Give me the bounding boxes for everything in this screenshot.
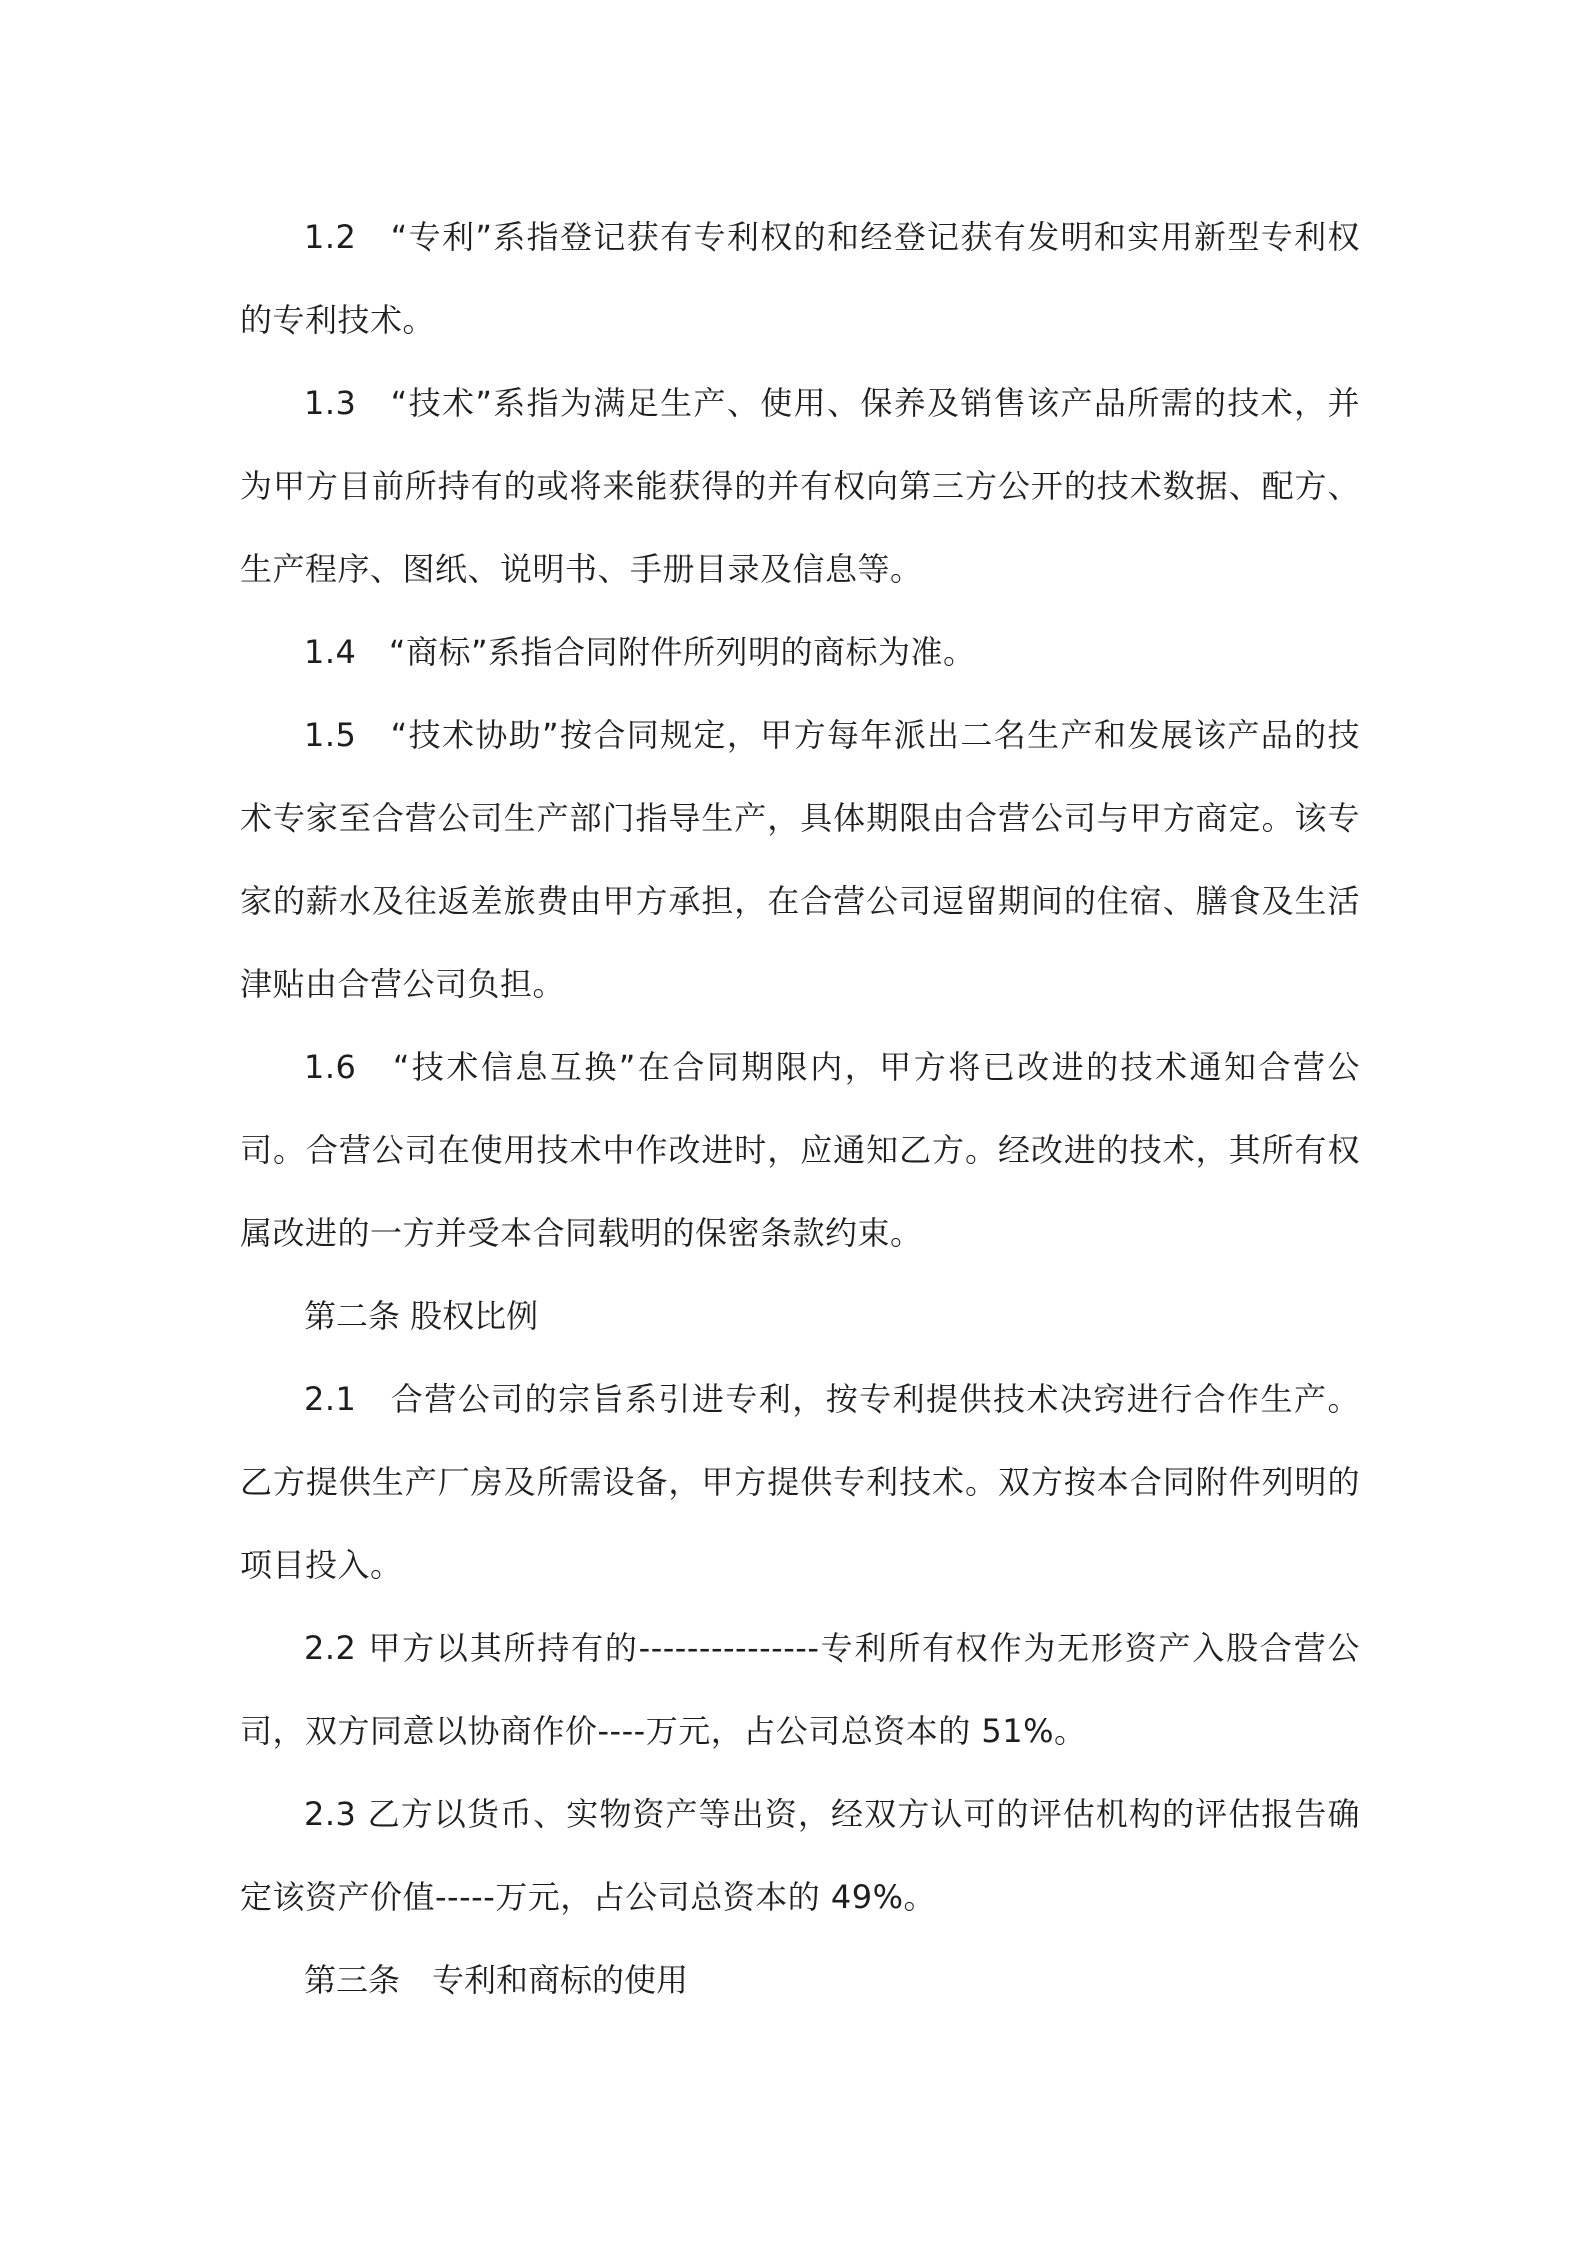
article-3-heading: 第三条 专利和商标的使用 [304,1961,689,1999]
clause-2-1: 2.1 合营公司的宗旨系引进专利，按专利提供技术决窍进行合作生产。乙方提供生产厂房及所需设备，甲方提供专利技术。双方按本合同附件列明的项目投入。 [240,1380,1360,1584]
clause-1-2: 1.2 “专利”系指登记获有专利权的和经登记获有发明和实用新型专利权的专利技术。 [240,218,1360,339]
article-2-heading: 第二条 股权比例 [304,1297,539,1335]
clause-2-2: 2.2 甲方以其所持有的---------------专利所有权作为无形资产入股合营公司，双方同意以协商作价----万元，占公司总资本的 51%。 [240,1629,1360,1750]
clause-1-5: 1.5 “技术协助”按合同规定，甲方每年派出二名生产和发展该产品的技术专家至合营公司生产部门指导生产，具体期限由合营公司与甲方商定。该专家的薪水及往返差旅费由甲方承担，在合营公司逗留期间的住宿、膳食及生活津贴由合营公司负担。 [240,716,1360,1003]
clause-2-3: 2.3 乙方以货币、实物资产等出资，经双方认可的评估机构的评估报告确定该资产价值-----万元，占公司总资本的 49%。 [240,1795,1360,1916]
clause-1-6: 1.6 “技术信息互换”在合同期限内，甲方将已改进的技术通知合营公司。合营公司在使用技术中作改进时，应通知乙方。经改进的技术，其所有权属改进的一方并受本合同载明的保密条款约束。 [240,1048,1360,1252]
clause-1-3: 1.3 “技术”系指为满足生产、使用、保养及销售该产品所需的技术，并为甲方目前所持有的或将来能获得的并有权向第三方公开的技术数据、配方、生产程序、图纸、说明书、手册目录及信息等。 [240,384,1360,588]
clause-1-4: 1.4 “商标”系指合同附件所列明的商标为准。 [304,633,976,671]
document-body [240,196,1360,2022]
